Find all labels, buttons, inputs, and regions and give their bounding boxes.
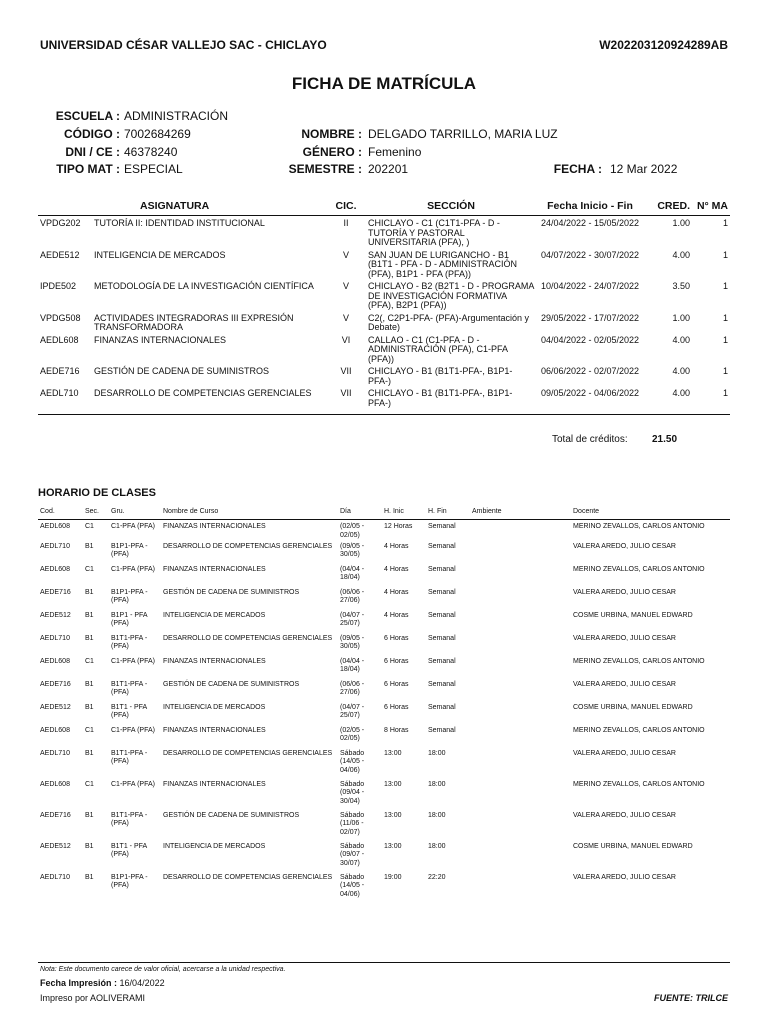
schedule-cell: COSME URBINA, MANUEL EDWARD bbox=[573, 703, 693, 711]
nombre-label: NOMBRE : bbox=[301, 127, 362, 141]
schedule-cell: AEDL608 bbox=[40, 657, 70, 665]
schedule-cell: Sábado (14/05 - 04/06) bbox=[340, 749, 365, 775]
course-header-cell: CIC. bbox=[326, 198, 366, 216]
course-header-cell: SECCIÓN bbox=[366, 198, 536, 216]
schedule-table bbox=[38, 507, 730, 905]
schedule-cell: 13:00 bbox=[384, 780, 402, 788]
schedule-cell bbox=[470, 874, 571, 905]
schedule-header-cell: Día bbox=[338, 507, 382, 520]
courses-header-row bbox=[38, 198, 730, 216]
schedule-cell: FINANZAS INTERNACIONALES bbox=[163, 726, 266, 734]
schedule-cell bbox=[470, 843, 571, 874]
schedule-cell: 13:00 bbox=[384, 842, 402, 850]
course-cell: VII bbox=[340, 366, 352, 376]
schedule-cell: C1 bbox=[85, 565, 94, 573]
schedule-cell: C1 bbox=[85, 726, 94, 734]
schedule-cell: (04/07 - 25/07) bbox=[340, 703, 365, 720]
fecha-value: 12 Mar 2022 bbox=[610, 162, 678, 176]
semestre-value: 202201 bbox=[368, 162, 409, 176]
schedule-cell: 22:20 bbox=[428, 873, 446, 881]
schedule-cell: VALERA AREDO, JULIO CESAR bbox=[573, 634, 676, 642]
semestre-label: SEMESTRE : bbox=[288, 162, 362, 176]
schedule-cell: B1T1 - PFA (PFA) bbox=[111, 842, 147, 859]
schedule-cell: 13:00 bbox=[384, 811, 402, 819]
schedule-cell: C1 bbox=[85, 780, 94, 788]
course-cell: METODOLOGÍA DE LA INVESTIGACIÓN CIENTÍFICA bbox=[94, 281, 314, 291]
schedule-cell: B1P1 - PFA (PFA) bbox=[111, 611, 148, 628]
schedule-cell: AEDL608 bbox=[40, 726, 70, 734]
schedule-row bbox=[38, 781, 730, 812]
course-cell: 24/04/2022 - 15/05/2022 bbox=[540, 218, 640, 228]
schedule-cell: B1T1 - PFA (PFA) bbox=[111, 703, 147, 720]
schedule-cell: FINANZAS INTERNACIONALES bbox=[163, 565, 266, 573]
schedule-cell: C1-PFA (PFA) bbox=[111, 726, 155, 734]
schedule-cell: FINANZAS INTERNACIONALES bbox=[163, 780, 266, 788]
schedule-cell: COSME URBINA, MANUEL EDWARD bbox=[573, 611, 693, 619]
schedule-cell: B1 bbox=[85, 680, 94, 688]
schedule-cell: AEDL710 bbox=[40, 749, 70, 757]
schedule-cell: AEDL710 bbox=[40, 873, 70, 881]
schedule-cell: 6 Horas bbox=[384, 703, 409, 711]
schedule-cell: Semanal bbox=[428, 726, 456, 734]
schedule-row bbox=[38, 750, 730, 781]
schedule-cell: Semanal bbox=[428, 703, 456, 711]
schedule-cell: 4 Horas bbox=[384, 542, 409, 550]
schedule-row bbox=[38, 520, 730, 543]
course-cell: 4.00 bbox=[672, 249, 690, 260]
course-row bbox=[38, 364, 730, 386]
course-cell: VPDG202 bbox=[40, 218, 81, 228]
schedule-cell: MERINO ZEVALLOS, CARLOS ANTONIO bbox=[573, 726, 705, 734]
schedule-cell: DESARROLLO DE COMPETENCIAS GERENCIALES bbox=[163, 873, 333, 881]
schedule-cell: VALERA AREDO, JULIO CESAR bbox=[573, 811, 676, 819]
schedule-cell: B1 bbox=[85, 749, 94, 757]
schedule-cell: B1T1-PFA - (PFA) bbox=[111, 811, 148, 828]
course-cell: 4.00 bbox=[672, 366, 690, 376]
dni-label: DNI / CE : bbox=[65, 145, 120, 159]
schedule-cell: DESARROLLO DE COMPETENCIAS GERENCIALES bbox=[163, 542, 333, 550]
schedule-cell: 4 Horas bbox=[384, 611, 409, 619]
schedule-cell: B1 bbox=[85, 811, 94, 819]
schedule-cell: MERINO ZEVALLOS, CARLOS ANTONIO bbox=[573, 523, 705, 530]
schedule-cell: Semanal bbox=[428, 680, 456, 688]
course-cell: IPDE502 bbox=[40, 281, 77, 291]
tipo-value: ESPECIAL bbox=[124, 162, 183, 176]
schedule-cell: Semanal bbox=[428, 565, 456, 573]
course-cell: 06/06/2022 - 02/07/2022 bbox=[540, 366, 640, 376]
schedule-cell: DESARROLLO DE COMPETENCIAS GERENCIALES bbox=[163, 749, 333, 757]
course-cell: VPDG508 bbox=[40, 312, 81, 323]
schedule-cell: INTELIGENCIA DE MERCADOS bbox=[163, 842, 266, 850]
schedule-cell: AEDL608 bbox=[40, 523, 70, 530]
schedule-cell: VALERA AREDO, JULIO CESAR bbox=[573, 588, 676, 596]
schedule-cell: B1P1-PFA - (PFA) bbox=[111, 588, 148, 605]
schedule-cell: FINANZAS INTERNACIONALES bbox=[163, 657, 266, 665]
schedule-cell: AEDL710 bbox=[40, 542, 70, 550]
schedule-cell: C1-PFA (PFA) bbox=[111, 565, 155, 573]
schedule-header-cell: Gru. bbox=[109, 507, 161, 520]
course-cell: CHICLAYO - C1 (C1T1-PFA - D - TUTORÍA Y PASTORAL UNIVERSITARIA (PFA), ) bbox=[368, 218, 500, 247]
footer-divider bbox=[38, 962, 730, 963]
schedule-cell: AEDE512 bbox=[40, 842, 71, 850]
schedule-cell bbox=[470, 543, 571, 566]
schedule-header-cell: H. Inic bbox=[382, 507, 426, 520]
course-cell: 04/07/2022 - 30/07/2022 bbox=[540, 249, 640, 260]
course-cell: AEDE716 bbox=[40, 366, 80, 376]
nombre-value: DELGADO TARRILLO, MARIA LUZ bbox=[368, 127, 558, 141]
course-cell: 1 bbox=[722, 281, 728, 291]
schedule-cell: AEDL710 bbox=[40, 634, 70, 642]
codigo-label: CÓDIGO : bbox=[64, 127, 120, 141]
schedule-cell: AEDE716 bbox=[40, 811, 71, 819]
genero-label: GÉNERO : bbox=[302, 145, 362, 159]
course-cell: 04/04/2022 - 02/05/2022 bbox=[540, 334, 640, 345]
schedule-cell: AEDE716 bbox=[40, 588, 71, 596]
course-cell: 1.00 bbox=[672, 218, 690, 228]
schedule-cell: GESTIÓN DE CADENA DE SUMINISTROS bbox=[163, 811, 300, 819]
course-cell: V bbox=[342, 312, 349, 323]
course-cell: CHICLAYO - B1 (B1T1-PFA-, B1P1-PFA-) bbox=[368, 366, 513, 386]
course-cell: AEDL710 bbox=[38, 386, 92, 415]
schedule-cell: 18:00 bbox=[428, 811, 446, 819]
schedule-cell: B1P1-PFA - (PFA) bbox=[111, 542, 148, 559]
schedule-header-cell: Ambiente bbox=[470, 507, 571, 520]
course-cell: CALLAO - C1 (C1-PFA - D - ADMINISTRACIÓN (PFA), C1-PFA (PFA)) bbox=[368, 334, 508, 364]
course-cell: V bbox=[342, 249, 349, 260]
schedule-header-row bbox=[38, 507, 730, 520]
course-row bbox=[38, 333, 730, 365]
schedule-header-cell: Sec. bbox=[83, 507, 109, 520]
schedule-cell bbox=[470, 812, 571, 843]
source-label: FUENTE: TRILCE bbox=[654, 993, 728, 1003]
schedule-cell: 13:00 bbox=[384, 749, 402, 757]
schedule-cell: 8 Horas bbox=[384, 726, 409, 734]
course-header-cell bbox=[38, 198, 92, 216]
schedule-cell: C1-PFA (PFA) bbox=[111, 523, 155, 530]
schedule-cell: 6 Horas bbox=[384, 634, 409, 642]
course-cell: 4.00 bbox=[644, 386, 692, 415]
fecha-label: FECHA : bbox=[553, 162, 602, 176]
course-cell: TUTORÍA II: IDENTIDAD INSTITUCIONAL bbox=[94, 218, 265, 228]
schedule-cell bbox=[470, 658, 571, 681]
schedule-cell bbox=[470, 681, 571, 704]
course-cell: II bbox=[343, 218, 349, 228]
schedule-cell bbox=[470, 781, 571, 812]
course-cell: 1.00 bbox=[672, 312, 690, 323]
course-cell: FINANZAS INTERNACIONALES bbox=[94, 334, 227, 345]
document-code: W202203120924289AB bbox=[599, 38, 728, 52]
schedule-cell: INTELIGENCIA DE MERCADOS bbox=[163, 703, 266, 711]
course-cell: 1 bbox=[692, 386, 730, 415]
schedule-cell bbox=[470, 520, 571, 543]
schedule-cell: B1 bbox=[85, 703, 94, 711]
schedule-cell: C1-PFA (PFA) bbox=[111, 780, 155, 788]
schedule-cell: (09/05 - 30/05) bbox=[340, 634, 365, 651]
schedule-cell: B1T1-PFA - (PFA) bbox=[111, 680, 148, 697]
escuela-value: ADMINISTRACIÓN bbox=[124, 109, 229, 123]
schedule-cell: GESTIÓN DE CADENA DE SUMINISTROS bbox=[163, 588, 300, 596]
schedule-cell bbox=[470, 750, 571, 781]
schedule-cell: C1-PFA (PFA) bbox=[111, 657, 155, 665]
schedule-cell: C1 bbox=[85, 523, 94, 530]
course-row bbox=[38, 216, 730, 248]
schedule-cell bbox=[470, 704, 571, 727]
course-cell: 29/05/2022 - 17/07/2022 bbox=[540, 312, 640, 323]
schedule-cell: (04/04 - 18/04) bbox=[340, 565, 365, 582]
course-cell: VII bbox=[326, 386, 366, 415]
schedule-row bbox=[38, 874, 730, 905]
course-cell: ACTIVIDADES INTEGRADORAS III EXPRESIÓN TRANSFORMADORA bbox=[94, 312, 294, 332]
course-row bbox=[38, 248, 730, 280]
course-header-cell: ASIGNATURA bbox=[92, 198, 326, 216]
tipo-label: TIPO MAT : bbox=[56, 162, 120, 176]
print-date-value: 16/04/2022 bbox=[119, 978, 165, 988]
course-cell: 09/05/2022 - 04/06/2022 bbox=[536, 386, 644, 415]
schedule-cell: 18:00 bbox=[428, 749, 446, 757]
course-row bbox=[38, 311, 730, 333]
schedule-row bbox=[38, 681, 730, 704]
schedule-cell: VALERA AREDO, JULIO CESAR bbox=[573, 749, 676, 757]
course-cell: V bbox=[342, 281, 349, 291]
schedule-cell: B1 bbox=[85, 588, 94, 596]
print-date bbox=[40, 978, 165, 988]
schedule-header-cell: Docente bbox=[571, 507, 730, 520]
schedule-cell: 6 Horas bbox=[384, 657, 409, 665]
schedule-row bbox=[38, 635, 730, 658]
schedule-cell: B1T1-PFA - (PFA) bbox=[111, 749, 148, 766]
schedule-cell: (04/07 - 25/07) bbox=[340, 611, 365, 628]
schedule-cell: VALERA AREDO, JULIO CESAR bbox=[573, 542, 676, 550]
course-cell: CHICLAYO - B1 (B1T1-PFA-, B1P1-PFA-) bbox=[366, 386, 536, 415]
schedule-cell: COSME URBINA, MANUEL EDWARD bbox=[573, 842, 693, 850]
course-cell: 4.00 bbox=[672, 334, 690, 345]
schedule-cell: 6 Horas bbox=[384, 680, 409, 688]
course-header-cell: N° MA bbox=[692, 198, 730, 216]
schedule-cell: B1 bbox=[85, 611, 94, 619]
schedule-cell: MERINO ZEVALLOS, CARLOS ANTONIO bbox=[573, 657, 705, 665]
schedule-cell: B1 bbox=[85, 842, 94, 850]
schedule-cell: B1 bbox=[85, 873, 94, 881]
schedule-cell: 12 Horas bbox=[384, 523, 413, 530]
schedule-cell: 18:00 bbox=[428, 780, 446, 788]
schedule-cell: (02/05 - 02/05) bbox=[340, 726, 365, 743]
course-row bbox=[38, 279, 730, 311]
schedule-cell: B1 bbox=[85, 634, 94, 642]
codigo-value: 7002684269 bbox=[124, 127, 191, 141]
schedule-cell: AEDE716 bbox=[40, 680, 71, 688]
schedule-cell: (02/05 - 02/05) bbox=[340, 523, 365, 539]
course-cell: VI bbox=[341, 334, 351, 345]
schedule-cell: 18:00 bbox=[428, 842, 446, 850]
schedule-cell: 19:00 bbox=[384, 873, 402, 881]
course-cell: AEDL608 bbox=[40, 334, 79, 345]
schedule-cell: AEDL608 bbox=[40, 565, 70, 573]
schedule-header-cell: Nombre de Curso bbox=[161, 507, 338, 520]
schedule-cell: Sábado (11/06 - 02/07) bbox=[340, 811, 365, 837]
schedule-cell: Sábado (09/04 - 30/04) bbox=[340, 780, 365, 806]
course-cell: DESARROLLO DE COMPETENCIAS GERENCIALES bbox=[92, 386, 326, 415]
schedule-cell: B1P1-PFA - (PFA) bbox=[111, 873, 148, 890]
total-credits-value: 21.50 bbox=[652, 434, 678, 445]
schedule-cell bbox=[470, 566, 571, 589]
schedule-cell: VALERA AREDO, JULIO CESAR bbox=[573, 680, 676, 688]
schedule-cell: 4 Horas bbox=[384, 588, 409, 596]
schedule-row bbox=[38, 612, 730, 635]
course-cell: 1 bbox=[722, 249, 728, 260]
schedule-header-cell: Cod. bbox=[38, 507, 83, 520]
schedule-row bbox=[38, 843, 730, 874]
course-cell: 1 bbox=[722, 366, 728, 376]
schedule-row bbox=[38, 704, 730, 727]
course-cell: AEDE512 bbox=[40, 249, 80, 260]
schedule-cell bbox=[470, 612, 571, 635]
schedule-cell: (06/06 - 27/06) bbox=[340, 588, 365, 605]
schedule-row bbox=[38, 589, 730, 612]
course-cell: 1 bbox=[722, 218, 728, 228]
genero-value: Femenino bbox=[368, 145, 422, 159]
schedule-cell: (04/04 - 18/04) bbox=[340, 657, 365, 674]
schedule-cell: MERINO ZEVALLOS, CARLOS ANTONIO bbox=[573, 565, 705, 573]
footer-note: Nota: Este documento carece de valor oficial, acercarse a la unidad respectiva. bbox=[40, 966, 286, 973]
course-cell: C2(, C2P1-PFA- (PFA)-Argumentación y Debate) bbox=[368, 312, 530, 332]
schedule-cell bbox=[470, 589, 571, 612]
schedule-cell: AEDE512 bbox=[40, 703, 71, 711]
course-cell: 3.50 bbox=[672, 281, 690, 291]
course-cell: 1 bbox=[722, 312, 728, 323]
schedule-cell: Sábado (09/07 - 30/07) bbox=[340, 842, 365, 868]
course-cell: 10/04/2022 - 24/07/2022 bbox=[540, 281, 640, 291]
schedule-cell: Semanal bbox=[428, 611, 456, 619]
course-row bbox=[38, 386, 730, 415]
schedule-cell: Sábado (14/05 - 04/06) bbox=[340, 873, 365, 899]
schedule-cell: Semanal bbox=[428, 634, 456, 642]
institution-name: UNIVERSIDAD CÉSAR VALLEJO SAC - CHICLAYO bbox=[40, 38, 327, 52]
print-date-label: Fecha Impresión : bbox=[40, 978, 118, 988]
schedule-row bbox=[38, 658, 730, 681]
schedule-cell: Semanal bbox=[428, 657, 456, 665]
schedule-cell: Semanal bbox=[428, 523, 456, 530]
schedule-row bbox=[38, 812, 730, 843]
schedule-cell: C1 bbox=[85, 657, 94, 665]
course-cell: CHICLAYO - B2 (B2T1 - D - PROGRAMA DE INVESTIGACIÓN FORMATIVA (PFA), B2P1 (PFA)) bbox=[368, 281, 534, 310]
schedule-cell: (06/06 - 27/06) bbox=[340, 680, 365, 697]
course-cell: SAN JUAN DE LURIGANCHO - B1 (B1T1 - PFA - D - ADMINISTRACIÓN (PFA), B1P1 - PFA (PFA)) bbox=[368, 249, 518, 279]
escuela-label: ESCUELA : bbox=[55, 109, 120, 123]
course-cell: INTELIGENCIA DE MERCADOS bbox=[94, 249, 226, 260]
total-credits-label: Total de créditos: bbox=[552, 434, 628, 445]
schedule-cell: B1 bbox=[85, 542, 94, 550]
schedule-cell: B1T1-PFA - (PFA) bbox=[111, 634, 148, 651]
schedule-cell: INTELIGENCIA DE MERCADOS bbox=[163, 611, 266, 619]
schedule-cell: (09/05 - 30/05) bbox=[340, 542, 365, 559]
printed-by: Impreso por AOLIVERAMI bbox=[40, 993, 146, 1003]
page-title: FICHA DE MATRÍCULA bbox=[291, 74, 477, 93]
schedule-cell: MERINO ZEVALLOS, CARLOS ANTONIO bbox=[573, 780, 705, 788]
courses-table bbox=[38, 198, 730, 415]
schedule-row bbox=[38, 727, 730, 750]
schedule-cell: DESARROLLO DE COMPETENCIAS GERENCIALES bbox=[163, 634, 333, 642]
schedule-cell: AEDL608 bbox=[40, 780, 70, 788]
schedule-cell bbox=[470, 635, 571, 658]
schedule-row bbox=[38, 543, 730, 566]
schedule-cell: Semanal bbox=[428, 542, 456, 550]
schedule-cell: 4 Horas bbox=[384, 565, 409, 573]
course-cell: GESTIÓN DE CADENA DE SUMINISTROS bbox=[94, 366, 270, 376]
schedule-cell: FINANZAS INTERNACIONALES bbox=[163, 523, 266, 530]
schedule-header-cell: H. Fin bbox=[426, 507, 470, 520]
course-cell: 1 bbox=[722, 334, 728, 345]
schedule-cell: GESTIÓN DE CADENA DE SUMINISTROS bbox=[163, 680, 300, 688]
schedule-cell: VALERA AREDO, JULIO CESAR bbox=[573, 873, 676, 881]
schedule-row bbox=[38, 566, 730, 589]
course-header-cell: CRED. bbox=[644, 198, 692, 216]
schedule-cell: Semanal bbox=[428, 588, 456, 596]
course-header-cell: Fecha Inicio - Fin bbox=[536, 198, 644, 216]
schedule-cell bbox=[470, 727, 571, 750]
schedule-cell: AEDE512 bbox=[40, 611, 71, 619]
dni-value: 46378240 bbox=[124, 145, 178, 159]
schedule-title: HORARIO DE CLASES bbox=[38, 487, 156, 499]
